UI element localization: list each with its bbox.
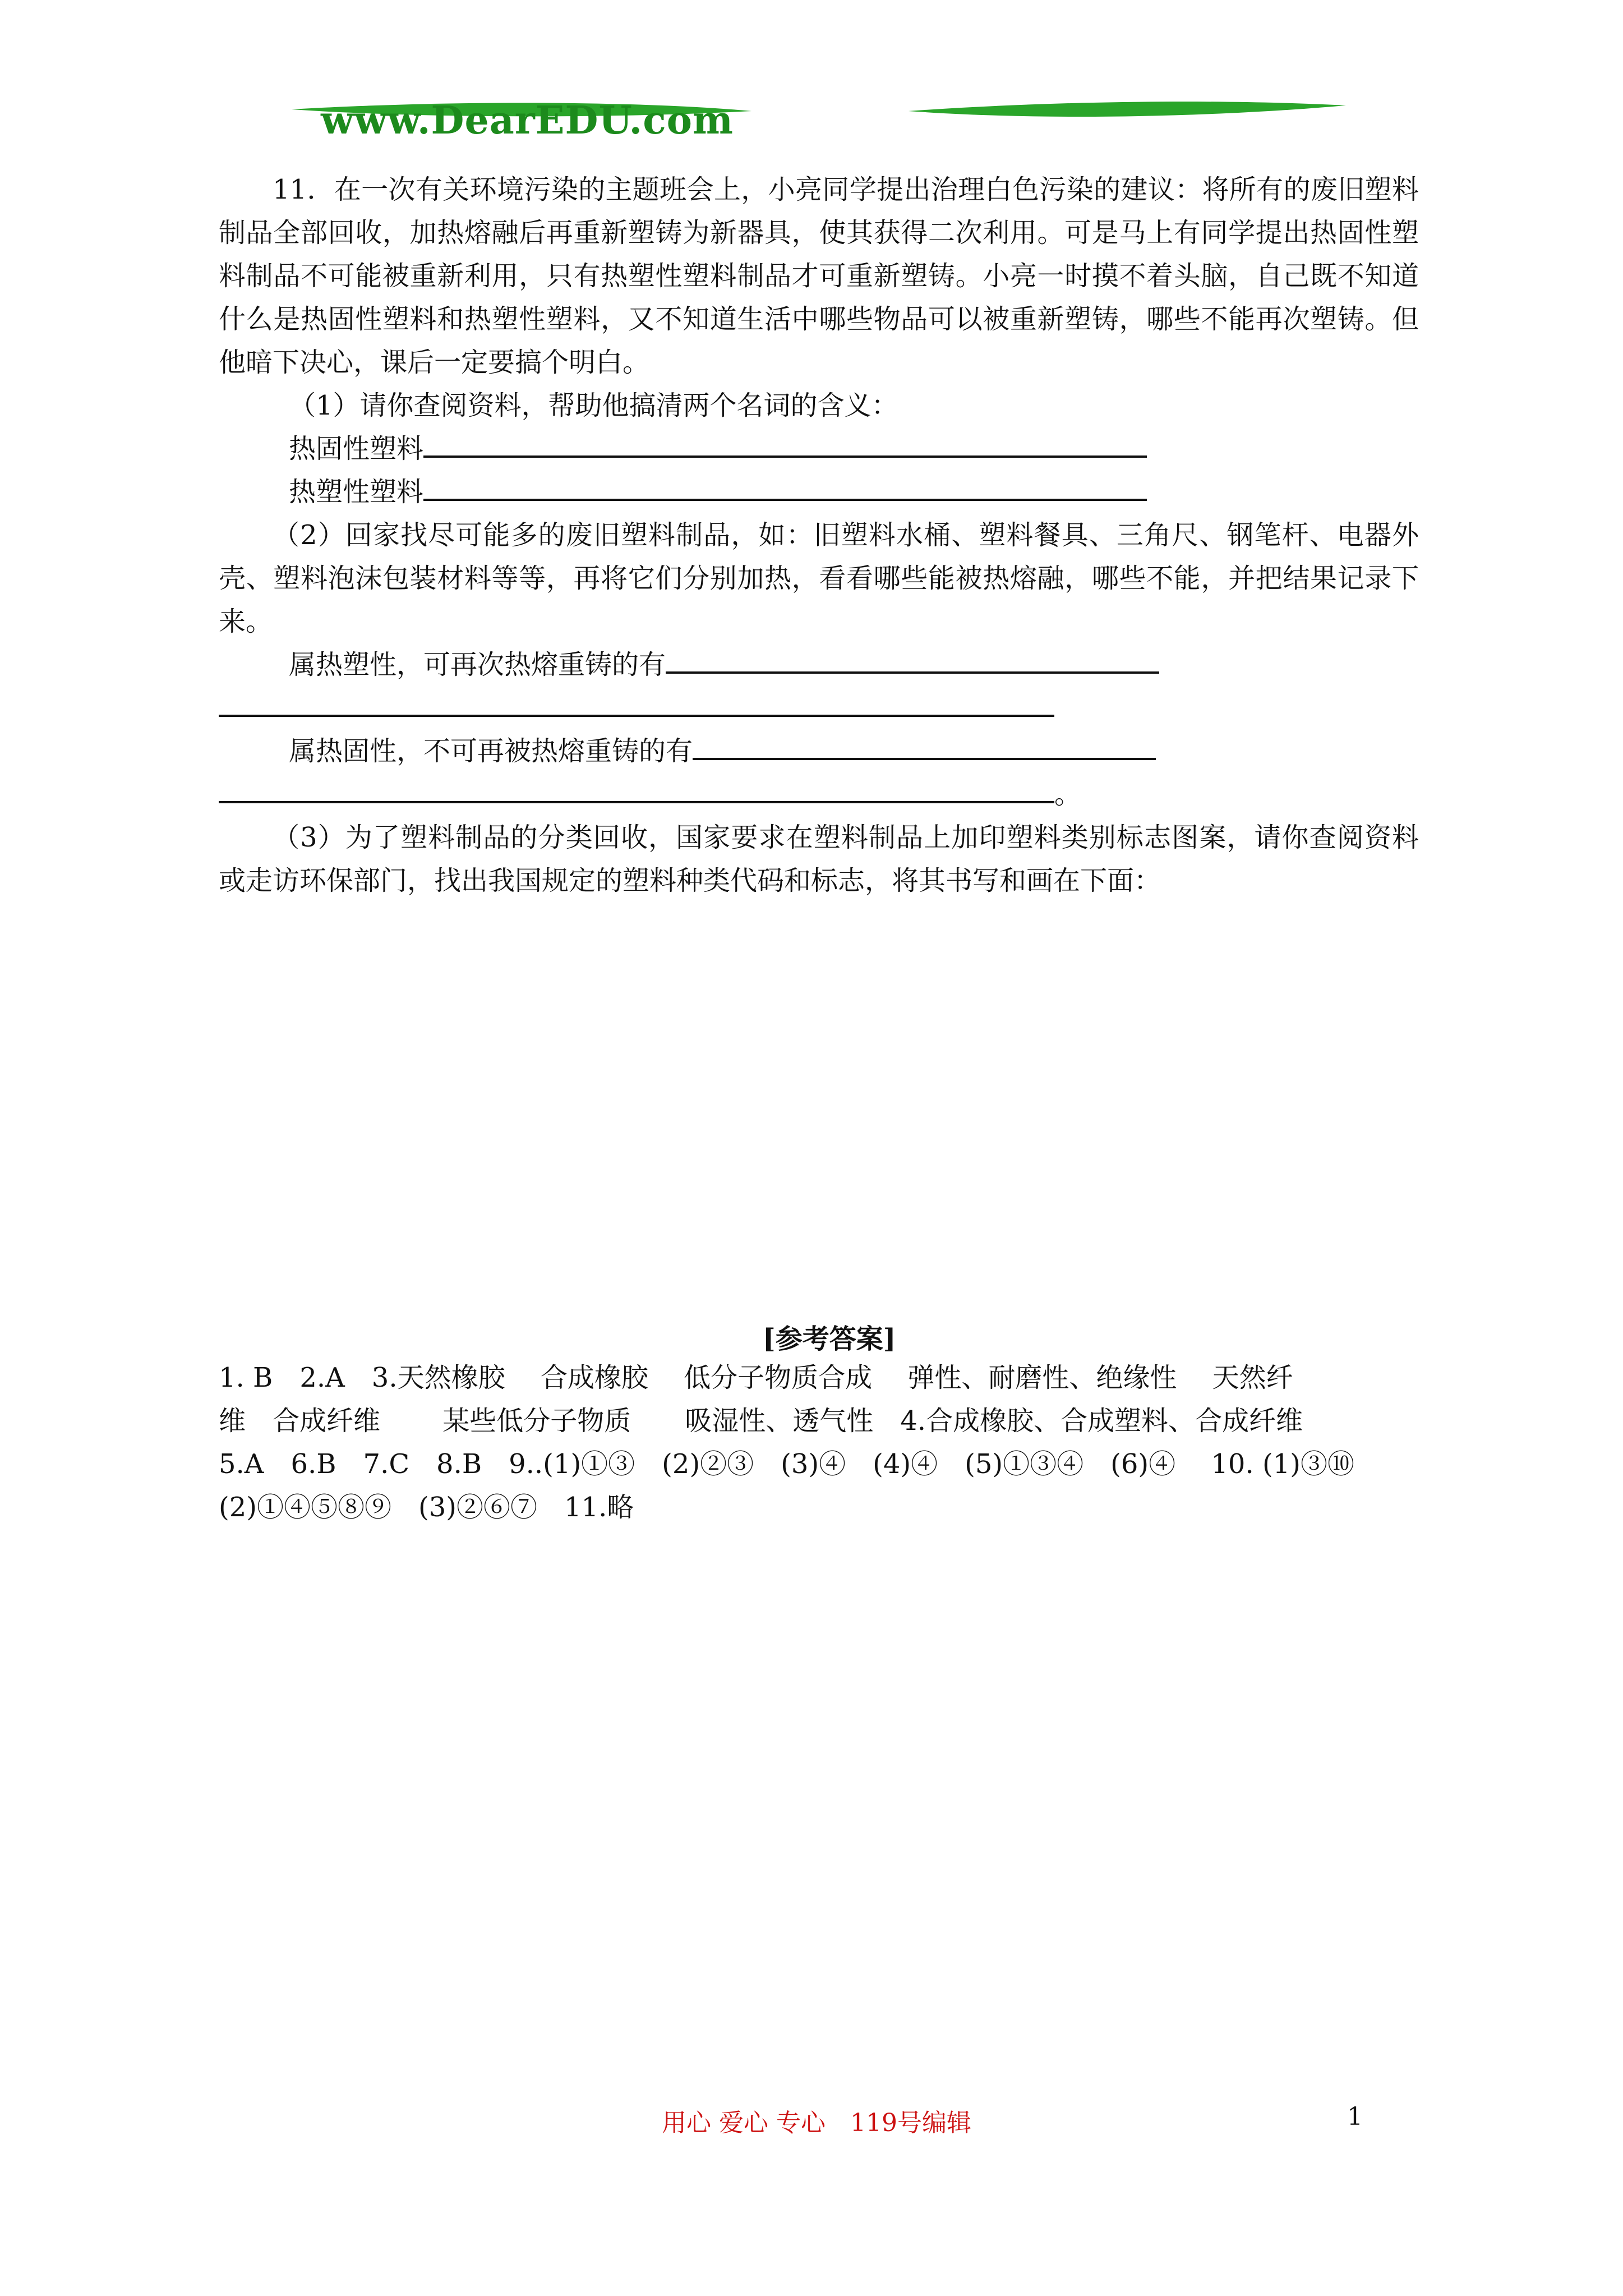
thermoplastic-line-2 [219,687,1419,730]
thermoplastic-answer-blank [666,645,1159,674]
term2-label: 热塑性塑料 [289,476,424,508]
end-mark: 。 [1054,779,1082,810]
part3-prompt: （3）为了塑料制品的分类回收，国家要求在塑料制品上加印塑料类别标志图案，请你查阅资料或走访环保部门，找出我国规定的塑料种类代码和标志，将其书写和画在下面： [219,822,1419,896]
question-11 [219,168,1419,903]
term2-answer-blank [423,472,1147,501]
thermoset-answer-blank-2 [219,774,1054,803]
term1-label: 热固性塑料 [289,433,424,464]
thermoplastic-line [219,643,1419,687]
question-intro: 11．在一次有关环境污染的主题班会上，小亮同学提出治理白色污染的建议：将所有的废旧塑料制品全部回收，加热熔融后再重新塑铸为新器具，使其获得二次利用。可是马上有同学提出热固性塑料制品不可能被重新利用，只有热塑性塑料制品才可重新塑铸。小亮一时摸不着头脑，自己既不知道什么是热固性塑料和热塑性塑料，又不知道生活中哪些物品可以被重新塑铸，哪些不能再次塑铸。但他暗下决心，课后一定要搞个明白。 [219,174,1419,378]
term1-line [219,427,1419,471]
answers-line-1: 1. B 2.A 3.天然橡胶 合成橡胶 低分子物质合成 弹性、耐磨性、绝缘性 天然纤 [219,1362,1293,1393]
answers-line-3: 5.A 6.B 7.C 8.B 9..(1)①③ (2)②③ (3)④ (4)④ (5)①③④ (6)④ 10. (1)③⑩ [219,1448,1354,1480]
thermoset-label: 属热固性，不可再被热熔重铸的有 [289,735,693,767]
term2-line [219,471,1419,514]
thermoplastic-label: 属热塑性，可再次热熔重铸的有 [289,649,666,680]
thermoset-line-2 [219,773,1419,816]
header-logo: www.DearEDU.com [321,98,734,143]
page-number: 1 [1347,2102,1363,2131]
thermoset-answer-blank [693,731,1156,760]
answers-line-2: 维 合成纤维 某些低分子物质 吸湿性、透气性 4.合成橡胶、合成塑料、合成纤维 [219,1405,1303,1437]
answers-line-4: (2)①④⑤⑧⑨ (3)②⑥⑦ 11.略 [219,1492,634,1523]
term1-answer-blank [423,429,1147,458]
footer-text: 用心 爱心 专心 119号编辑 [662,2109,971,2137]
thermoplastic-answer-blank-2 [219,688,1054,717]
part2-prompt: （2）回家找尽可能多的废旧塑料制品，如：旧塑料水桶、塑料餐具、三角尺、钢笔杆、电器外壳、塑料泡沫包装材料等等，再将它们分别加热，看看哪些能被热熔融，哪些不能，并把结果记录下来。 [219,519,1419,637]
part1-prompt: （1）请你查阅资料，帮助他搞清两个名词的含义： [289,390,898,421]
answers-block [219,1356,1453,1529]
answers-title: [参考答案] [763,1323,896,1355]
thermoset-line [219,730,1419,773]
